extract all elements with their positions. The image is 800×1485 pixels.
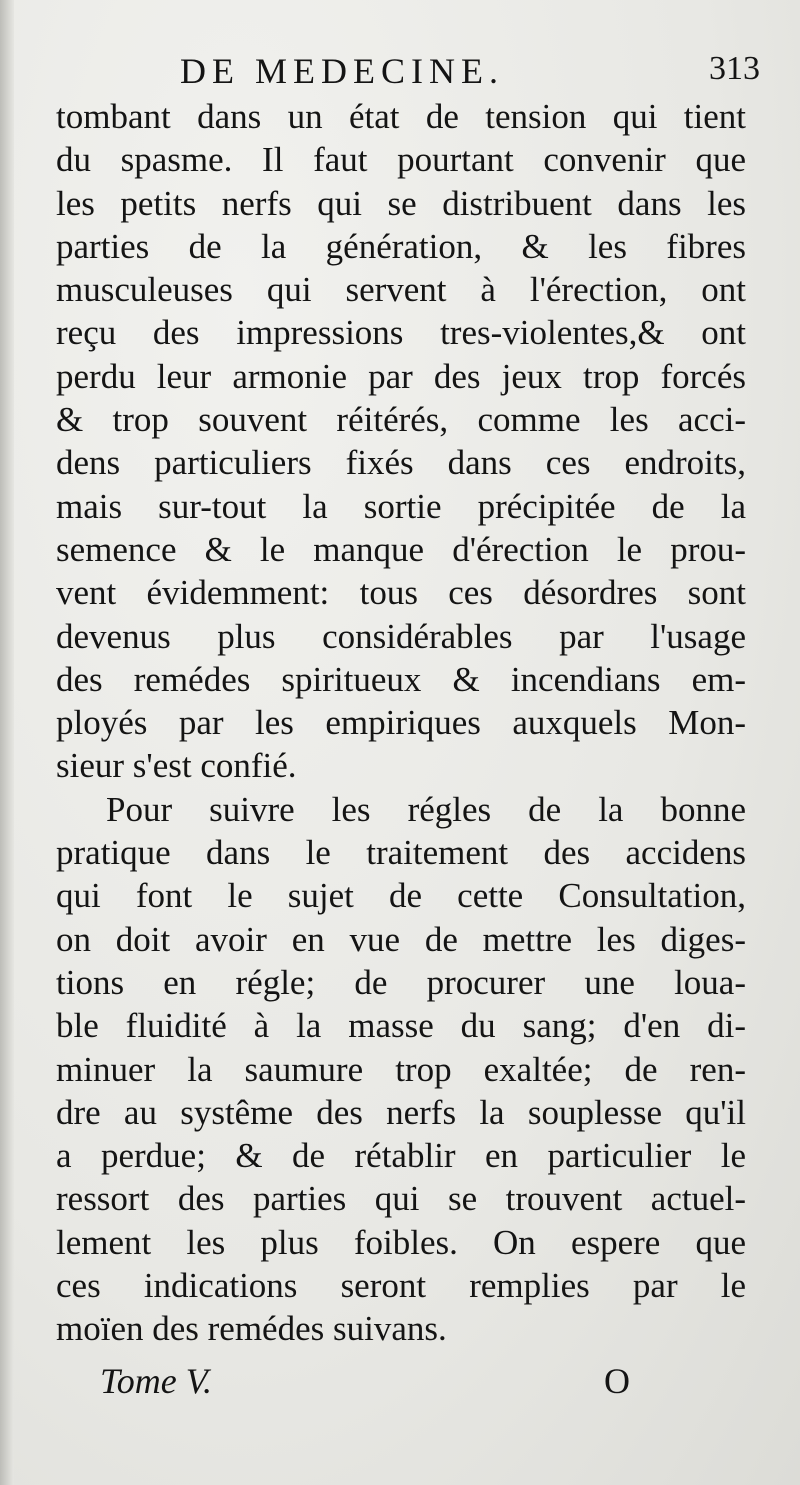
text-line: minuer la saumure trop exaltée; de ren- bbox=[56, 1049, 746, 1089]
text-line: qui font le sujet de cette Consultation, bbox=[56, 876, 746, 916]
text-line: pratique dans le traitement des accidens bbox=[56, 833, 746, 873]
text-line: perdu leur armonie par des jeux trop forcés bbox=[56, 356, 746, 396]
text-line: du spasme. Il faut pourtant convenir que bbox=[56, 140, 746, 180]
text-line: devenus plus considérables par l'usage bbox=[56, 616, 746, 656]
page-footer bbox=[100, 1360, 630, 1410]
paragraph-2 bbox=[56, 788, 746, 1351]
text-line: lement les plus foibles. On espere que bbox=[56, 1222, 746, 1262]
text-line: moïen des remédes suivans. bbox=[56, 1309, 447, 1349]
text-line: sieur s'est confié. bbox=[56, 746, 297, 786]
text-line: les petits nerfs qui se distribuent dans les bbox=[56, 183, 746, 223]
text-line: tombant dans un état de tension qui tient bbox=[56, 97, 746, 136]
text-line: & trop souvent réitérés, comme les acci- bbox=[56, 400, 746, 440]
running-head: DE MEDECINE. bbox=[180, 51, 504, 91]
text-line: ces indications seront remplies par le bbox=[56, 1266, 746, 1306]
text-line: tions en régle; de procurer une loua- bbox=[56, 962, 746, 1002]
text-line: dre au systême des nerfs la souplesse qu'il bbox=[56, 1092, 746, 1132]
page-number: 313 bbox=[709, 50, 760, 87]
text-line: des remédes spiritueux & incendians em- bbox=[56, 659, 746, 699]
volume-label: Tome V. bbox=[100, 1361, 213, 1401]
page-edge-shadow bbox=[0, 0, 14, 1485]
text-line: on doit avoir en vue de mettre les diges- bbox=[56, 919, 746, 959]
text-line: semence & le manque d'érection le prou- bbox=[56, 529, 746, 569]
paragraph-1 bbox=[56, 95, 746, 788]
text-line: reçu des impressions tres-violentes,& ont bbox=[56, 313, 746, 353]
text-line: dens particuliers fixés dans ces endroits, bbox=[56, 443, 746, 483]
text-line: ble fluidité à la masse du sang; d'en di- bbox=[56, 1006, 746, 1046]
text-line: mais sur-tout la sortie précipitée de la bbox=[56, 486, 746, 526]
text-line: musculeuses qui servent à l'érection, ont bbox=[56, 270, 746, 310]
page-body bbox=[56, 95, 746, 1351]
text-line: parties de la génération, & les fibres bbox=[56, 226, 746, 266]
text-line: vent évidemment: tous ces désordres sont bbox=[56, 573, 746, 613]
text-line: ressort des parties qui se trouvent actuel- bbox=[56, 1179, 746, 1219]
text-line: ployés par les empiriques auxquels Mon- bbox=[56, 703, 746, 743]
text-line: a perdue; & de rétablir en particulier le bbox=[56, 1136, 746, 1176]
text-line: Pour suivre les régles de la bonne bbox=[106, 789, 746, 829]
signature-mark: O bbox=[604, 1361, 630, 1401]
